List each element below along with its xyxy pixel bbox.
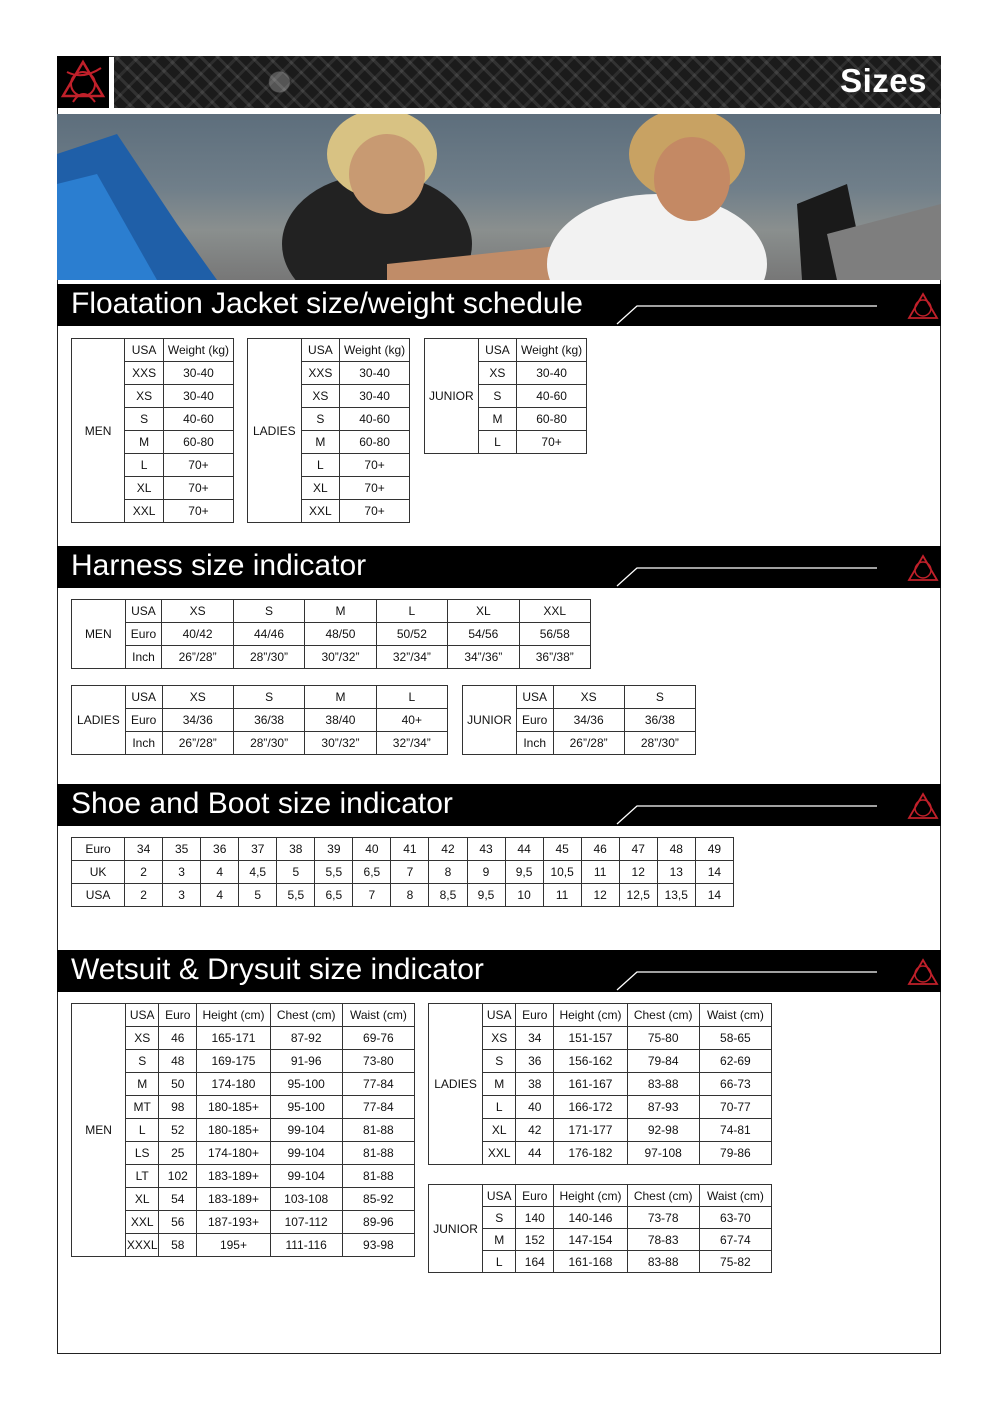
table-header-row: [72, 1004, 415, 1027]
table-cell: 30-40: [517, 362, 587, 385]
table-cell: 79-84: [627, 1050, 699, 1073]
table-cell: USA: [125, 600, 162, 623]
table-cell: 187-193+: [197, 1211, 270, 1234]
table-cell: 3: [163, 884, 201, 907]
table-cell: 152: [516, 1229, 554, 1251]
table-row: [72, 686, 448, 709]
table-cell: 75-80: [627, 1027, 699, 1050]
table-cell: Inch: [516, 732, 553, 755]
table-cell: 169-175: [197, 1050, 270, 1073]
table-cell: 40-60: [517, 385, 587, 408]
table-cell: 69-76: [342, 1027, 414, 1050]
table-cell: 183-189+: [197, 1165, 270, 1188]
table-cell: M: [126, 1073, 159, 1096]
table-cell: L: [125, 454, 164, 477]
table-cell: S: [624, 686, 695, 709]
table-cell: 99-104: [270, 1142, 342, 1165]
table-cell: 54/56: [448, 623, 519, 646]
table-cell: 62-69: [699, 1050, 771, 1073]
table-cell: 66-73: [699, 1073, 771, 1096]
table-cell: UK: [72, 861, 125, 884]
section-header-floatation: [57, 284, 941, 326]
table-cell: 34: [516, 1027, 554, 1050]
table-cell: 26”/28”: [162, 646, 233, 669]
table-cell: 107-112: [270, 1211, 342, 1234]
table-cell: 56: [159, 1211, 197, 1234]
table-cell: 70+: [340, 500, 410, 523]
table-cell: L: [301, 454, 340, 477]
table-cell: 40+: [376, 709, 447, 732]
column-header: USA: [478, 339, 517, 362]
table-cell: 50/52: [376, 623, 447, 646]
table-cell: 34/36: [162, 709, 233, 732]
table-cell: 102: [159, 1165, 197, 1188]
table-cell: 34: [125, 838, 163, 861]
table-cell: 156-162: [554, 1050, 627, 1073]
table-cell: 13: [657, 861, 695, 884]
column-header: USA: [125, 339, 164, 362]
page-title: Sizes: [840, 62, 927, 99]
table-cell: XXL: [301, 500, 340, 523]
table-cell: M: [125, 431, 164, 454]
column-header: Waist (cm): [342, 1004, 414, 1027]
wetsuit-ladies-table: [428, 1003, 772, 1165]
table-cell: 180-185+: [197, 1119, 270, 1142]
table-cell: 92-98: [627, 1119, 699, 1142]
section-title: Wetsuit & Drysuit size indicator: [71, 953, 484, 986]
table-cell: 56/58: [519, 623, 590, 646]
table-cell: 85-92: [342, 1188, 414, 1211]
table-cell: 91-96: [270, 1050, 342, 1073]
table-cell: L: [478, 431, 517, 454]
table-cell: XXL: [483, 1142, 516, 1165]
table-cell: 2: [125, 884, 163, 907]
table-row: [72, 646, 591, 669]
table-cell: 52: [159, 1119, 197, 1142]
table-cell: 166-172: [554, 1096, 627, 1119]
table-cell: XS: [126, 1027, 159, 1050]
table-cell: 70+: [163, 477, 233, 500]
table-row: [72, 732, 448, 755]
table-cell: 40/42: [162, 623, 233, 646]
table-cell: 75-82: [699, 1251, 771, 1273]
table-cell: 32”/34”: [376, 646, 447, 669]
table-cell: M: [478, 408, 517, 431]
table-cell: 95-100: [270, 1073, 342, 1096]
table-cell: 25: [159, 1142, 197, 1165]
table-cell: L: [483, 1096, 516, 1119]
section-rule-icon: [57, 546, 941, 588]
table-cell: 174-180+: [197, 1142, 270, 1165]
table-cell: 37: [239, 838, 277, 861]
table-cell: XL: [125, 477, 164, 500]
table-cell: 78-83: [627, 1229, 699, 1251]
table-cell: 36”/38”: [519, 646, 590, 669]
shoe-size-table: [71, 837, 734, 907]
table-cell: Inch: [125, 646, 162, 669]
table-cell: 41: [391, 838, 429, 861]
table-cell: 4: [201, 861, 239, 884]
table-cell: 36: [201, 838, 239, 861]
table-cell: Euro: [72, 838, 125, 861]
table-cell: S: [126, 1050, 159, 1073]
table-cell: 60-80: [517, 408, 587, 431]
table-row: [72, 884, 734, 907]
table-cell: 81-88: [342, 1142, 414, 1165]
floatation-ladies-table: [247, 338, 410, 523]
table-cell: 7: [353, 884, 391, 907]
table-cell: 81-88: [342, 1119, 414, 1142]
table-cell: 26”/28”: [162, 732, 233, 755]
column-header: Weight (kg): [517, 339, 587, 362]
table-cell: XXS: [301, 362, 340, 385]
table-cell: 97-108: [627, 1142, 699, 1165]
table-cell: 8: [429, 861, 467, 884]
table-cell: XS: [301, 385, 340, 408]
table-header-row: [72, 339, 234, 362]
column-header: Chest (cm): [627, 1185, 699, 1207]
table-cell: XL: [301, 477, 340, 500]
table-cell: 165-171: [197, 1027, 270, 1050]
table-cell: 74-81: [699, 1119, 771, 1142]
table-cell: 176-182: [554, 1142, 627, 1165]
table-cell: 9,5: [505, 861, 543, 884]
table-cell: M: [305, 686, 376, 709]
table-cell: 99-104: [270, 1119, 342, 1142]
table-cell: 30”/32”: [305, 732, 376, 755]
table-cell: 70-77: [699, 1096, 771, 1119]
table-cell: 10,5: [543, 861, 581, 884]
table-row: [72, 623, 591, 646]
table-cell: 7: [391, 861, 429, 884]
group-label: MEN: [72, 1004, 126, 1257]
table-cell: L: [483, 1251, 516, 1273]
table-cell: 195+: [197, 1234, 270, 1257]
group-label: JUNIOR: [463, 686, 517, 755]
table-header-row: [425, 339, 587, 362]
table-cell: 40-60: [340, 408, 410, 431]
table-cell: USA: [72, 884, 125, 907]
table-cell: 48: [159, 1050, 197, 1073]
table-cell: 63-70: [699, 1207, 771, 1229]
table-cell: MT: [126, 1096, 159, 1119]
column-header: Chest (cm): [627, 1004, 699, 1027]
column-header: Euro: [516, 1004, 554, 1027]
table-cell: 87-92: [270, 1027, 342, 1050]
table-cell: 43: [467, 838, 505, 861]
wetsuit-junior-table: [428, 1184, 772, 1273]
column-header: Weight (kg): [163, 339, 233, 362]
column-header: USA: [483, 1185, 516, 1207]
table-cell: XS: [125, 385, 164, 408]
table-cell: 26”/28”: [553, 732, 624, 755]
table-cell: 70+: [517, 431, 587, 454]
table-cell: S: [233, 600, 304, 623]
column-header: USA: [483, 1004, 516, 1027]
table-cell: 147-154: [554, 1229, 627, 1251]
table-cell: 11: [543, 884, 581, 907]
table-cell: Euro: [125, 709, 162, 732]
table-cell: 40: [516, 1096, 554, 1119]
table-cell: 8: [391, 884, 429, 907]
table-cell: LT: [126, 1165, 159, 1188]
table-cell: 44: [505, 838, 543, 861]
table-cell: 4: [201, 884, 239, 907]
table-cell: 70+: [340, 454, 410, 477]
table-cell: 93-98: [342, 1234, 414, 1257]
column-header: Chest (cm): [270, 1004, 342, 1027]
table-cell: 30-40: [340, 362, 410, 385]
harness-ladies-table: [71, 685, 448, 755]
table-cell: 34”/36”: [448, 646, 519, 669]
table-cell: XL: [126, 1188, 159, 1211]
table-cell: 161-168: [554, 1251, 627, 1273]
table-cell: 36/38: [624, 709, 695, 732]
table-cell: 77-84: [342, 1073, 414, 1096]
table-cell: 174-180: [197, 1073, 270, 1096]
group-label: LADIES: [248, 339, 302, 523]
table-cell: USA: [516, 686, 553, 709]
table-cell: 9,5: [467, 884, 505, 907]
column-header: USA: [301, 339, 340, 362]
kitesurfers-photo: [57, 114, 941, 280]
table-cell: LS: [126, 1142, 159, 1165]
table-cell: 5: [277, 861, 315, 884]
table-cell: 58-65: [699, 1027, 771, 1050]
table-cell: Euro: [516, 709, 553, 732]
table-cell: XS: [478, 362, 517, 385]
harness-junior-table: [462, 685, 696, 755]
table-cell: 70+: [163, 500, 233, 523]
table-cell: 4,5: [239, 861, 277, 884]
table-cell: 36: [516, 1050, 554, 1073]
table-cell: 12: [619, 861, 657, 884]
table-cell: XXL: [126, 1211, 159, 1234]
table-cell: 58: [159, 1234, 197, 1257]
section-header-harness: [57, 546, 941, 588]
table-cell: 70+: [163, 454, 233, 477]
group-label: LADIES: [72, 686, 126, 755]
column-header: Height (cm): [554, 1185, 627, 1207]
table-cell: S: [483, 1207, 516, 1229]
table-cell: 6,5: [353, 861, 391, 884]
table-cell: 5,5: [277, 884, 315, 907]
table-cell: 10: [505, 884, 543, 907]
table-cell: L: [376, 600, 447, 623]
table-cell: 42: [516, 1119, 554, 1142]
table-cell: 67-74: [699, 1229, 771, 1251]
table-row: [72, 709, 448, 732]
table-cell: M: [305, 600, 376, 623]
table-cell: 12: [581, 884, 619, 907]
column-header: Weight (kg): [340, 339, 410, 362]
column-header: Waist (cm): [699, 1004, 771, 1027]
table-cell: XL: [483, 1119, 516, 1142]
section-rule-icon: [57, 950, 941, 992]
table-row: [72, 861, 734, 884]
table-row: [463, 686, 696, 709]
table-cell: 45: [543, 838, 581, 861]
table-cell: 14: [695, 884, 733, 907]
table-cell: 164: [516, 1251, 554, 1273]
table-cell: 40-60: [163, 408, 233, 431]
table-cell: L: [376, 686, 447, 709]
harness-men-table: [71, 599, 591, 669]
table-cell: 36/38: [233, 709, 304, 732]
table-cell: Euro: [125, 623, 162, 646]
table-row: [72, 838, 734, 861]
floatation-junior-table: [424, 338, 587, 454]
table-cell: 28”/30”: [233, 732, 304, 755]
table-cell: 83-88: [627, 1251, 699, 1273]
table-cell: 48/50: [305, 623, 376, 646]
table-cell: 44: [516, 1142, 554, 1165]
table-cell: 171-177: [554, 1119, 627, 1142]
table-header-row: [248, 339, 410, 362]
table-cell: 180-185+: [197, 1096, 270, 1119]
table-cell: 44/46: [233, 623, 304, 646]
table-cell: 48: [657, 838, 695, 861]
table-cell: 95-100: [270, 1096, 342, 1119]
table-cell: Inch: [125, 732, 162, 755]
table-cell: 38/40: [305, 709, 376, 732]
table-cell: 83-88: [627, 1073, 699, 1096]
table-cell: 9: [467, 861, 505, 884]
table-cell: 60-80: [340, 431, 410, 454]
table-cell: 30-40: [340, 385, 410, 408]
table-cell: 98: [159, 1096, 197, 1119]
table-cell: 32”/34”: [376, 732, 447, 755]
table-cell: 103-108: [270, 1188, 342, 1211]
table-cell: 38: [516, 1073, 554, 1096]
table-cell: XXS: [125, 362, 164, 385]
table-cell: 183-189+: [197, 1188, 270, 1211]
header-banner: [114, 56, 941, 108]
table-cell: 70+: [340, 477, 410, 500]
table-cell: S: [125, 408, 164, 431]
column-header: Height (cm): [554, 1004, 627, 1027]
table-cell: 30-40: [163, 362, 233, 385]
table-cell: M: [483, 1229, 516, 1251]
table-cell: 2: [125, 861, 163, 884]
column-header: Height (cm): [197, 1004, 270, 1027]
group-label: MEN: [72, 600, 126, 669]
section-rule-icon: [57, 784, 941, 826]
table-cell: L: [126, 1119, 159, 1142]
group-label: JUNIOR: [429, 1185, 483, 1273]
table-cell: 34/36: [553, 709, 624, 732]
table-cell: USA: [125, 686, 162, 709]
table-cell: 79-86: [699, 1142, 771, 1165]
table-cell: 5,5: [315, 861, 353, 884]
brand-logo-icon: [57, 56, 109, 108]
table-cell: 46: [159, 1027, 197, 1050]
table-cell: S: [301, 408, 340, 431]
floatation-men-table: [71, 338, 234, 523]
table-cell: XS: [162, 600, 233, 623]
table-cell: 30-40: [163, 385, 233, 408]
table-cell: 73-78: [627, 1207, 699, 1229]
table-cell: 28”/30”: [233, 646, 304, 669]
table-cell: 81-88: [342, 1165, 414, 1188]
section-rule-icon: [57, 284, 941, 326]
table-cell: 161-167: [554, 1073, 627, 1096]
table-cell: XS: [162, 686, 233, 709]
table-cell: 11: [581, 861, 619, 884]
table-cell: 60-80: [163, 431, 233, 454]
table-cell: XXL: [519, 600, 590, 623]
table-cell: 50: [159, 1073, 197, 1096]
table-cell: 42: [429, 838, 467, 861]
table-cell: M: [483, 1073, 516, 1096]
table-cell: S: [478, 385, 517, 408]
group-label: MEN: [72, 339, 125, 523]
table-cell: XS: [483, 1027, 516, 1050]
section-header-shoe: [57, 784, 941, 826]
table-cell: S: [483, 1050, 516, 1073]
table-row: [72, 600, 591, 623]
table-cell: 151-157: [554, 1027, 627, 1050]
table-cell: 111-116: [270, 1234, 342, 1257]
table-cell: 140-146: [554, 1207, 627, 1229]
table-cell: 89-96: [342, 1211, 414, 1234]
column-header: Euro: [516, 1185, 554, 1207]
table-header-row: [429, 1004, 772, 1027]
table-cell: 54: [159, 1188, 197, 1211]
table-cell: 8,5: [429, 884, 467, 907]
section-title: Floatation Jacket size/weight schedule: [71, 287, 583, 320]
table-cell: 3: [163, 861, 201, 884]
table-cell: 49: [695, 838, 733, 861]
table-cell: XL: [448, 600, 519, 623]
table-cell: 46: [581, 838, 619, 861]
table-header-row: [429, 1185, 772, 1207]
table-cell: 13,5: [657, 884, 695, 907]
table-cell: 12,5: [619, 884, 657, 907]
table-cell: 99-104: [270, 1165, 342, 1188]
table-cell: 5: [239, 884, 277, 907]
table-cell: 38: [277, 838, 315, 861]
table-cell: 30”/32”: [305, 646, 376, 669]
table-cell: 14: [695, 861, 733, 884]
table-cell: XXXL: [126, 1234, 159, 1257]
column-header: Waist (cm): [699, 1185, 771, 1207]
table-cell: 47: [619, 838, 657, 861]
table-cell: XS: [553, 686, 624, 709]
table-cell: 6,5: [315, 884, 353, 907]
column-header: Euro: [159, 1004, 197, 1027]
section-title: Shoe and Boot size indicator: [71, 787, 453, 820]
table-cell: 140: [516, 1207, 554, 1229]
table-cell: 73-80: [342, 1050, 414, 1073]
table-cell: XXL: [125, 500, 164, 523]
section-title: Harness size indicator: [71, 549, 367, 582]
table-cell: 87-93: [627, 1096, 699, 1119]
group-label: LADIES: [429, 1004, 483, 1165]
table-cell: 40: [353, 838, 391, 861]
table-cell: 77-84: [342, 1096, 414, 1119]
table-cell: S: [233, 686, 304, 709]
group-label: JUNIOR: [425, 339, 479, 454]
column-header: USA: [126, 1004, 159, 1027]
wetsuit-men-table: [71, 1003, 415, 1257]
section-header-wetsuit: [57, 950, 941, 992]
table-cell: 28”/30”: [624, 732, 695, 755]
table-cell: M: [301, 431, 340, 454]
table-cell: 35: [163, 838, 201, 861]
table-cell: 39: [315, 838, 353, 861]
